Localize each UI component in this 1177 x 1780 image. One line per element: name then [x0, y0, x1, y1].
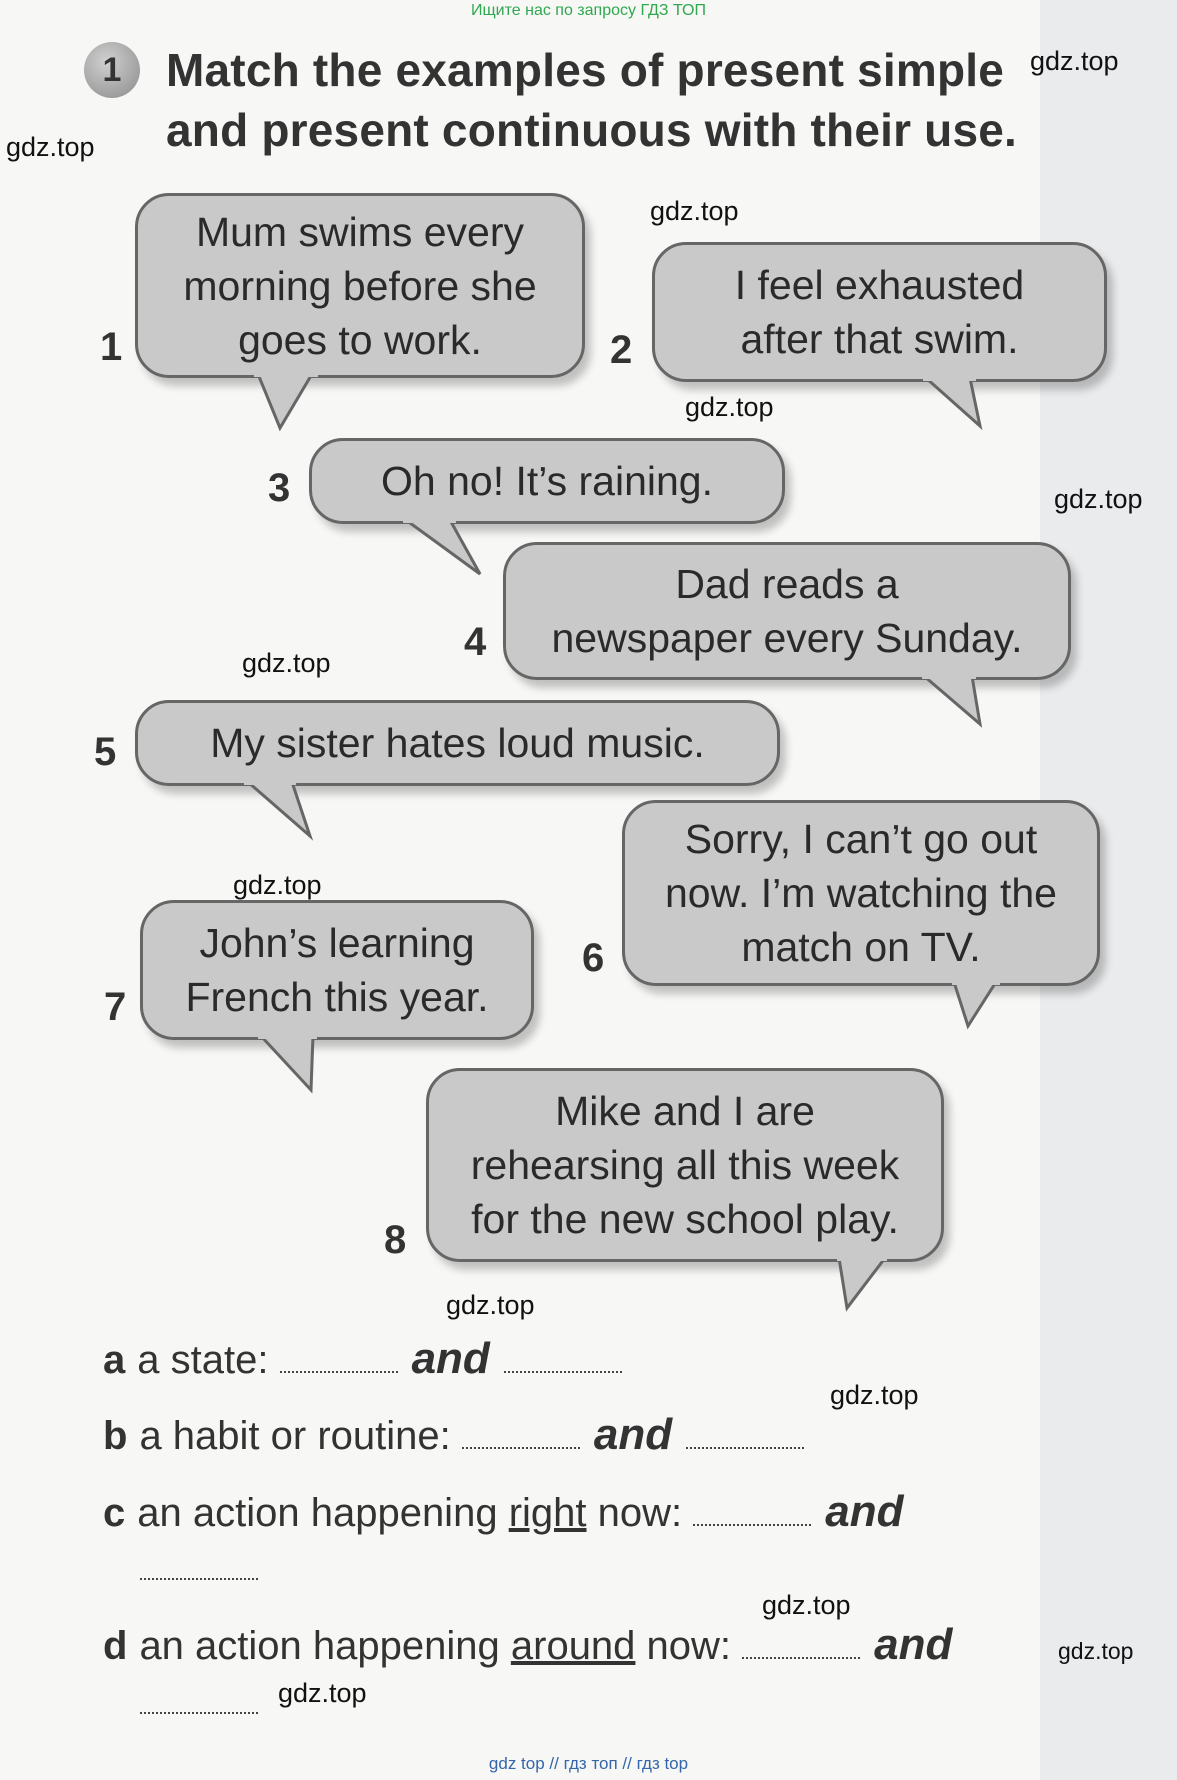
watermark: gdz.top — [830, 1380, 919, 1410]
bubble-text: I feel exhausted after that swim. — [734, 262, 1025, 362]
watermark: gdz.top — [1054, 484, 1143, 514]
bubble-tail — [920, 378, 1000, 434]
task-letter: c — [103, 1491, 126, 1535]
bubble-text: Mike and I are rehearsing all this week for the new school play. — [470, 1088, 900, 1242]
bubble-text: My sister hates loud music. — [210, 720, 705, 766]
bubble-text: Dad reads a newspaper every Sunday. — [551, 561, 1023, 661]
speech-bubble-3 — [309, 438, 785, 524]
answer-blank[interactable] — [742, 1653, 860, 1659]
speech-bubble-1 — [135, 193, 585, 378]
bubble-tail — [240, 782, 330, 842]
task-c — [103, 1487, 917, 1537]
and-word: and — [825, 1487, 904, 1536]
task-d — [103, 1620, 966, 1670]
and-word: and — [593, 1410, 673, 1459]
top-banner: Ищите нас по запросу ГДЗ ТОП — [471, 2, 706, 19]
watermark: gdz.top — [278, 1678, 367, 1708]
task-text-underlined: around — [510, 1624, 636, 1668]
bubble-tail — [400, 520, 490, 580]
bubble-number: 8 — [384, 1218, 407, 1262]
watermark: gdz.top — [446, 1290, 535, 1320]
bubble-tail — [250, 374, 340, 436]
task-letter: a — [103, 1338, 126, 1382]
speech-bubble-4 — [503, 542, 1071, 680]
task-text: now: — [635, 1624, 732, 1668]
task-text: now: — [586, 1491, 683, 1535]
task-text: an action happening — [137, 1491, 509, 1535]
bubble-number: 5 — [94, 730, 117, 774]
task-b — [103, 1410, 804, 1460]
exercise-number-badge: 1 — [84, 42, 140, 98]
instruction-line-2: and present continuous with their use. — [166, 104, 1018, 156]
speech-bubble-6 — [622, 800, 1100, 986]
bubble-number: 4 — [464, 620, 487, 664]
bubble-tail — [920, 676, 1000, 732]
answer-blank[interactable] — [686, 1443, 804, 1449]
watermark: gdz.top — [233, 870, 322, 900]
speech-bubble-2 — [652, 242, 1107, 382]
task-text: an action happening — [139, 1624, 511, 1668]
watermark: gdz.top — [650, 196, 739, 226]
answer-blank[interactable] — [693, 1520, 811, 1526]
bubble-number: 6 — [582, 936, 605, 980]
instruction-line-1: Match the examples of present simple — [166, 44, 1005, 96]
watermark: gdz.top — [685, 392, 774, 422]
bubble-number: 7 — [104, 985, 127, 1029]
watermark: gdz.top — [1058, 1638, 1134, 1664]
watermark: gdz.top — [1030, 46, 1119, 76]
bubble-tail — [255, 1036, 345, 1096]
task-letter: b — [103, 1414, 128, 1458]
bubble-tail — [835, 1258, 905, 1314]
speech-bubble-5 — [135, 700, 780, 786]
watermark: gdz.top — [6, 132, 95, 162]
bubble-number: 1 — [100, 325, 123, 369]
answer-blank[interactable] — [140, 1578, 258, 1580]
answer-blank[interactable] — [280, 1367, 398, 1373]
bubble-tail — [950, 982, 1020, 1034]
bubble-number: 3 — [268, 466, 291, 510]
watermark: gdz.top — [762, 1590, 851, 1620]
bubble-text: John’s learning French this year. — [185, 920, 489, 1020]
task-text: a state: — [137, 1338, 269, 1382]
bubble-text: Mum swims every morning before she goes to work. — [183, 208, 537, 363]
bubble-text: Oh no! It’s raining. — [381, 458, 713, 504]
bubble-number: 2 — [610, 328, 633, 372]
and-word: and — [411, 1334, 490, 1383]
and-word: and — [874, 1620, 953, 1669]
task-text-underlined: right — [508, 1491, 587, 1535]
answer-blank[interactable] — [140, 1712, 258, 1714]
speech-bubble-8 — [426, 1068, 944, 1262]
bubble-text: Sorry, I can’t go out now. I’m watching the match on TV. — [665, 816, 1057, 970]
watermark: gdz.top — [242, 648, 331, 678]
exercise-instruction — [166, 40, 1026, 160]
answer-blank[interactable] — [462, 1443, 580, 1449]
footer-watermark: gdz top // гдз топ // гдз top — [488, 1754, 689, 1773]
task-text: a habit or routine: — [139, 1414, 451, 1458]
answer-blank[interactable] — [504, 1367, 622, 1373]
task-a — [103, 1334, 622, 1384]
task-letter: d — [103, 1624, 128, 1668]
speech-bubble-7 — [140, 900, 534, 1040]
